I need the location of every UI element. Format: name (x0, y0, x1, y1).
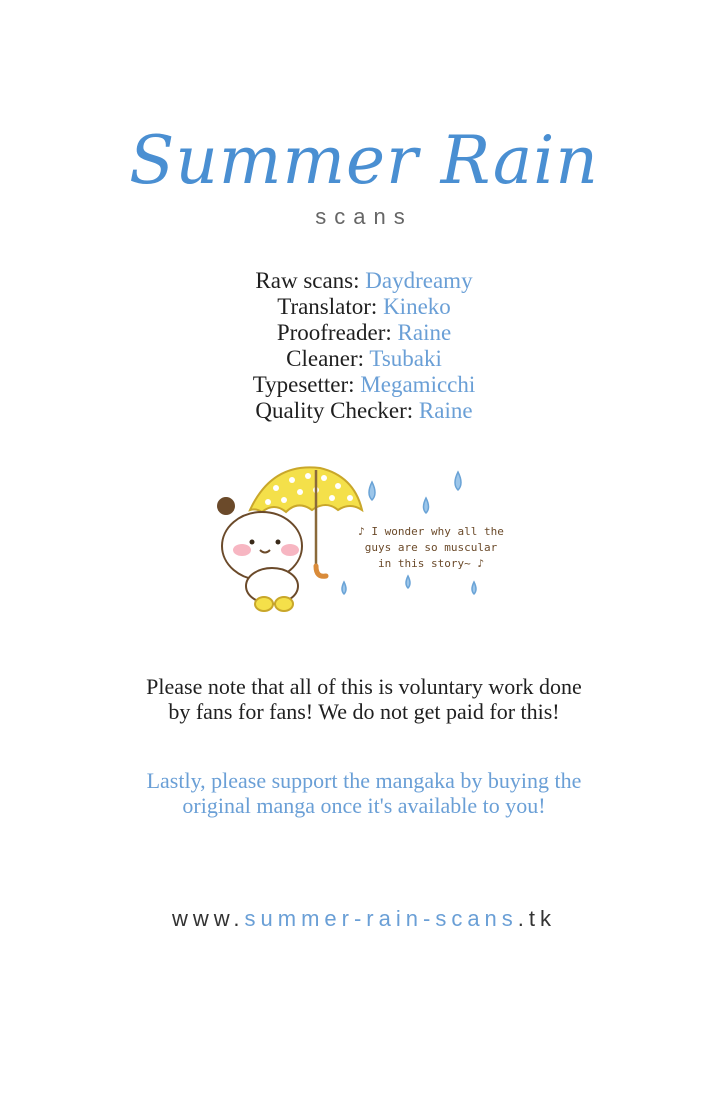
credit-row-cleaner (0, 346, 728, 372)
credit-row-raw-scans (0, 268, 728, 294)
credit-role: Typesetter: (252, 372, 361, 397)
credit-name: Kineko (383, 294, 451, 319)
credit-name: Raine (397, 320, 452, 345)
credit-row-typesetter (0, 372, 728, 398)
credit-name: Daydreamy (365, 268, 473, 293)
voluntary-work-note: Please note that all of this is voluntary work done by fans for fans! We do not get paid for this! (146, 674, 582, 724)
website-prefix: www. (171, 906, 245, 931)
credit-role: Cleaner: (286, 346, 370, 371)
website-suffix: .tk (517, 906, 557, 931)
credit-role: Proofreader: (276, 320, 398, 345)
bear-icon (218, 498, 302, 611)
credit-name: Tsubaki (369, 346, 442, 371)
credit-row-proofreader (0, 320, 728, 346)
credit-role: Raw scans: (255, 268, 366, 293)
logo-subtitle: scans (315, 204, 413, 229)
support-mangaka-note: Lastly, please support the mangaka by buying the original manga once it's available to you! (146, 768, 582, 818)
mascot-speech-bubble: ♪ I wonder why all the guys are so muscular in this story~ ♪ (358, 525, 504, 570)
credit-row-quality-checker (0, 398, 728, 424)
credit-row-translator (0, 294, 728, 320)
logo-title: Summer Rain (129, 122, 599, 199)
credit-role: Quality Checker: (255, 398, 419, 423)
credit-name: Raine (418, 398, 473, 423)
credit-name: Megamicchi (360, 372, 476, 397)
website-url (0, 906, 728, 932)
credits-list (0, 268, 728, 424)
credit-role: Translator: (277, 294, 384, 319)
website-domain: summer-rain-scans (244, 906, 518, 931)
